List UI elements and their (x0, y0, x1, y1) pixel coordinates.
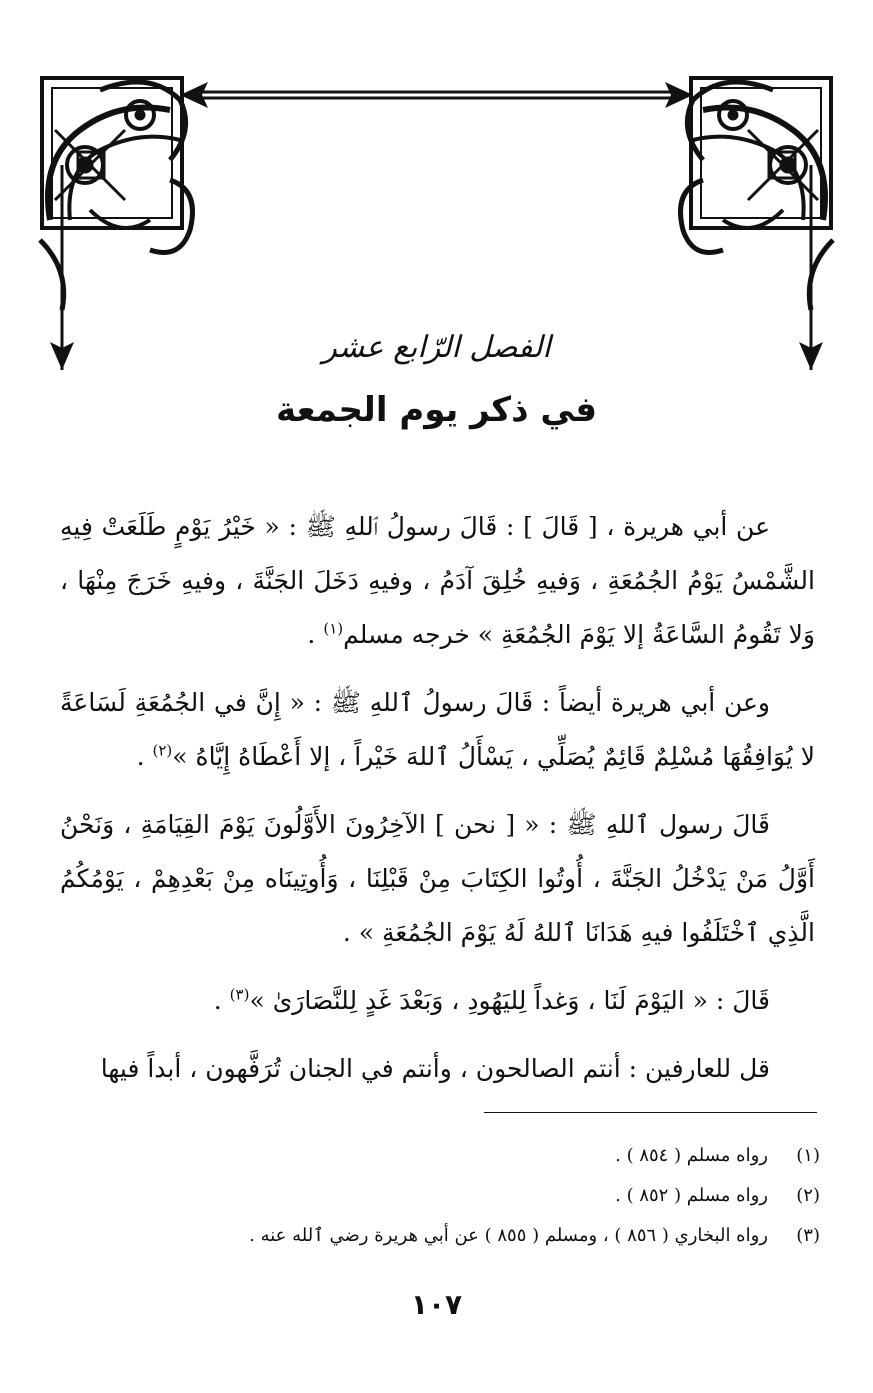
chapter-label: الفصل الرّابع عشر (322, 330, 551, 365)
footnote-item (60, 1176, 820, 1216)
footnote-divider (484, 1112, 817, 1113)
paragraph-text: وعن أبي هريرة أيضاً : قَالَ رسولُ ٱللهِ ﷺ : « إِنَّ في الجُمُعَةِ لَسَاعَةً لا يُوَافِقُهَا مُسْلِمٌ قَائِمٌ يُصَلِّي ، يَسْأَلُ ٱللهَ خَيْراً ، إلا أَعْطَاهُ إِيَّاهُ » (60, 688, 815, 771)
footnote-item (60, 1216, 820, 1256)
paragraph (60, 676, 815, 784)
paragraph-text: قل للعارفين : أنتم الصالحون ، وأنتم في الجنان تُرَفَّهون ، أبداً فيها (100, 1054, 770, 1083)
footnote-number: (٣) (796, 1225, 820, 1246)
paragraph (60, 798, 815, 960)
footnote-ref[interactable]: (٣) (229, 985, 250, 1004)
body-text (60, 500, 815, 1110)
paragraph-text: قَالَ : « اليَوْمَ لَنَا ، وَغداً لِليَهُودِ ، وَبَعْدَ غَدٍ لِلنَّصَارَىٰ » (249, 986, 770, 1015)
left-corner-ornament (40, 78, 193, 310)
footnote-number: (٢) (796, 1185, 820, 1206)
footnote-ref[interactable]: (١) (323, 619, 344, 638)
footnote-item (60, 1136, 820, 1176)
paragraph-text: عن أبي هريرة ، [ قَالَ ] : قَالَ رسولُ ٱللهِ ﷺ : « خَيْرُ يَوْمٍ طَلَعَتْ فِيهِ الشَّمْسُ يَوْمُ الجُمُعَةِ ، وَفيهِ خُلِقَ آدَمُ ، وفيهِ دَخَلَ الجَنَّةَ ، وفيهِ خَرَجَ مِنْهَا ، وَلا تَقُومُ السَّاعَةُ إلا يَوْمَ الجُمُعَةِ » خرجه مسلم (60, 512, 815, 649)
page-number: ١٠٧ (410, 1288, 463, 1321)
paragraph (60, 500, 815, 662)
right-corner-ornament (681, 78, 834, 310)
paragraph-tail: . (307, 620, 324, 649)
footnote-ref[interactable]: (٢) (152, 741, 173, 760)
footnotes (60, 1136, 820, 1256)
paragraph (60, 974, 815, 1028)
footnote-number: (١) (796, 1145, 820, 1166)
paragraph-text: قَالَ رسول ٱللهِ ﷺ : « [ نحن ] الآخِرُونَ الأَوَّلُونَ يَوْمَ القِيَامَةِ ، وَنَحْنُ أَوَّلُ مَنْ يَدْخُلُ الجَنَّةَ ، أُوتُوا الكِتَابَ مِنْ قَبْلِنَا ، وَأُوتِينَاه مِنْ بَعْدِهِمْ ، يَوْمُكُمُ الَّذِي ٱخْتَلَفُوا فيهِ هَدَانَا ٱللهُ لَهُ يَوْمَ الجُمُعَةِ » . (60, 810, 815, 947)
chapter-title: في ذكر يوم الجمعة (275, 390, 598, 430)
footnote-text: رواه مسلم ( ٨٥٤ ) . (615, 1145, 768, 1166)
paragraph-tail: . (213, 986, 230, 1015)
paragraph (60, 1042, 815, 1096)
paragraph-tail: . (136, 742, 153, 771)
footnote-text: رواه مسلم ( ٨٥٢ ) . (615, 1185, 768, 1206)
footnote-text: رواه البخاري ( ٨٥٦ ) ، ومسلم ( ٨٥٥ ) عن أبي هريرة رضي ٱلله عنه . (249, 1225, 768, 1246)
